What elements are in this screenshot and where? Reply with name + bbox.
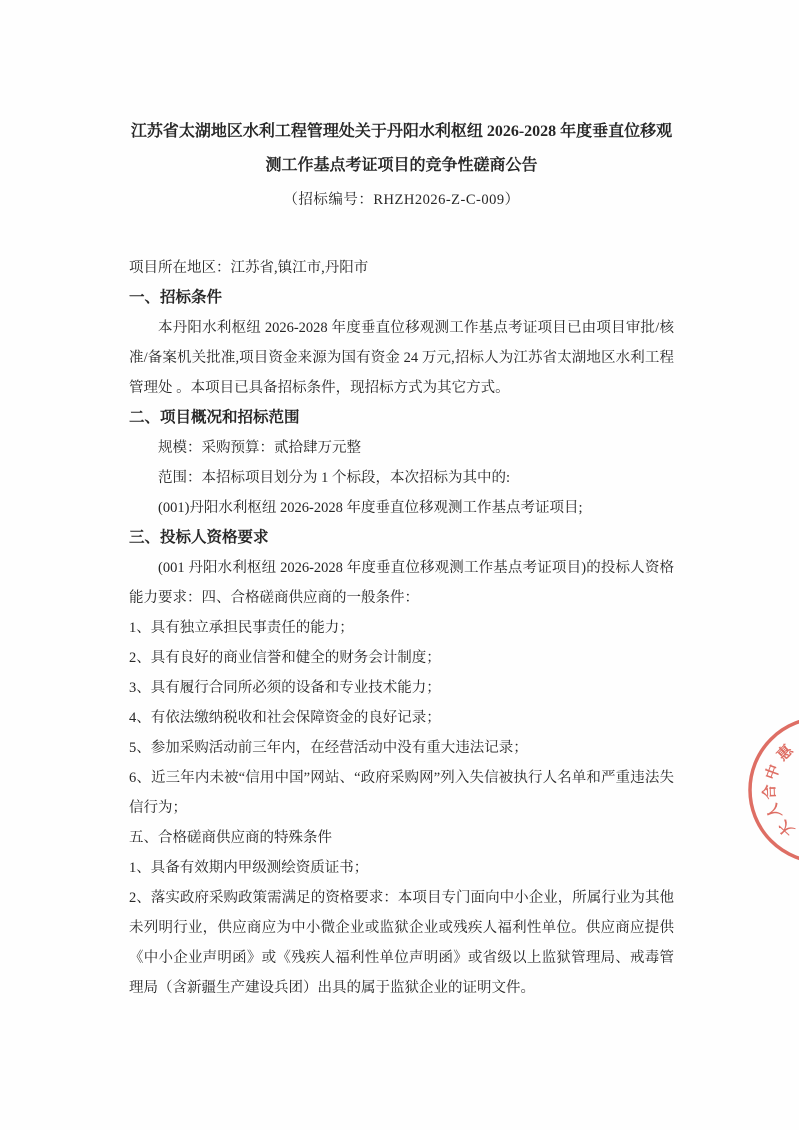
scope-line: 范围：本招标项目划分为 1 个标段，本次招标为其中的: [158, 470, 511, 486]
general-condition-item-1: 1、具有独立承担民事责任的能力； [129, 620, 354, 636]
seal-char-4: 人 [764, 800, 786, 822]
section-2-heading: 二、项目概况和招标范围 [129, 409, 300, 426]
document-title-line-2: 测工作基点考证项目的竞争性磋商公告 [265, 157, 538, 174]
bid-number: （招标编号：RHZH2026-Z-C-009） [283, 192, 520, 208]
general-condition-item-6: 6、近三年内未被“信用中国”网站、“政府采购网”列入失信被执行人名单和严重违法失信行为； [129, 770, 674, 816]
document-content [129, 115, 674, 1003]
red-seal-stamp [727, 690, 799, 890]
qualification-intro: (001 丹阳水利枢纽 2026-2028 年度垂直位移观测工作基点考证项目)的投标人资格能力要求：四、合格磋商供应商的一般条件： [129, 560, 674, 606]
special-condition-item-2: 2、落实政府采购政策需满足的资格要求：本项目专门面向中小企业，所属行业为其他未列明行业，供应商应为中小微企业或监狱企业或残疾人福利性单位。供应商应提供《中小企业声明函》或《残疾人福利性单位声明函》或省级以上监狱管理局、戒毒管理局（含新疆生产建设兵团）出具的属于监狱企业的证明文件。 [129, 890, 674, 996]
project-location: 项目所在地区：江苏省,镇江市,丹阳市 [129, 260, 369, 276]
section-1-paragraph: 本丹阳水利枢纽 2026-2028 年度垂直位移观测工作基点考证项目已由项目审批/核准/备案机关批准,项目资金来源为国有资金 24 万元,招标人为江苏省太湖地区水利工程管理处 。本项目已具备招标条件，现招标方式为其它方式。 [129, 320, 674, 396]
general-condition-item-5: 5、参加采购活动前三年内，在经营活动中没有重大违法记录； [129, 740, 528, 756]
general-condition-item-3: 3、具有履行合同所必须的设备和专业技术能力； [129, 680, 441, 696]
seal-char-3: 合 [762, 784, 779, 800]
scale-line: 规模：采购预算：贰拾肆万元整 [158, 440, 361, 456]
special-condition-item-1: 1、具备有效期内甲级测绘资质证书； [129, 860, 369, 876]
document-title-line-1: 江苏省太湖地区水利工程管理处关于丹阳水利枢纽 2026-2028 年度垂直位移观 [130, 123, 673, 140]
section-3-heading: 三、投标人资格要求 [129, 529, 269, 546]
general-condition-item-4: 4、有依法缴纳税收和社会保障资金的良好记录； [129, 710, 441, 726]
seal-char-2: 中 [763, 762, 784, 783]
seal-char-5: 大 [775, 816, 798, 839]
lot-line: (001)丹阳水利枢纽 2026-2028 年度垂直位移观测工作基点考证项目; [158, 500, 583, 516]
seal-circle-group [750, 718, 799, 862]
special-conditions-heading: 五、合格磋商供应商的特殊条件 [129, 830, 332, 846]
section-1-heading: 一、招标条件 [129, 289, 223, 306]
seal-char-1: 惠 [774, 742, 797, 765]
general-condition-item-2: 2、具有良好的商业信誉和健全的财务会计制度； [129, 650, 441, 666]
